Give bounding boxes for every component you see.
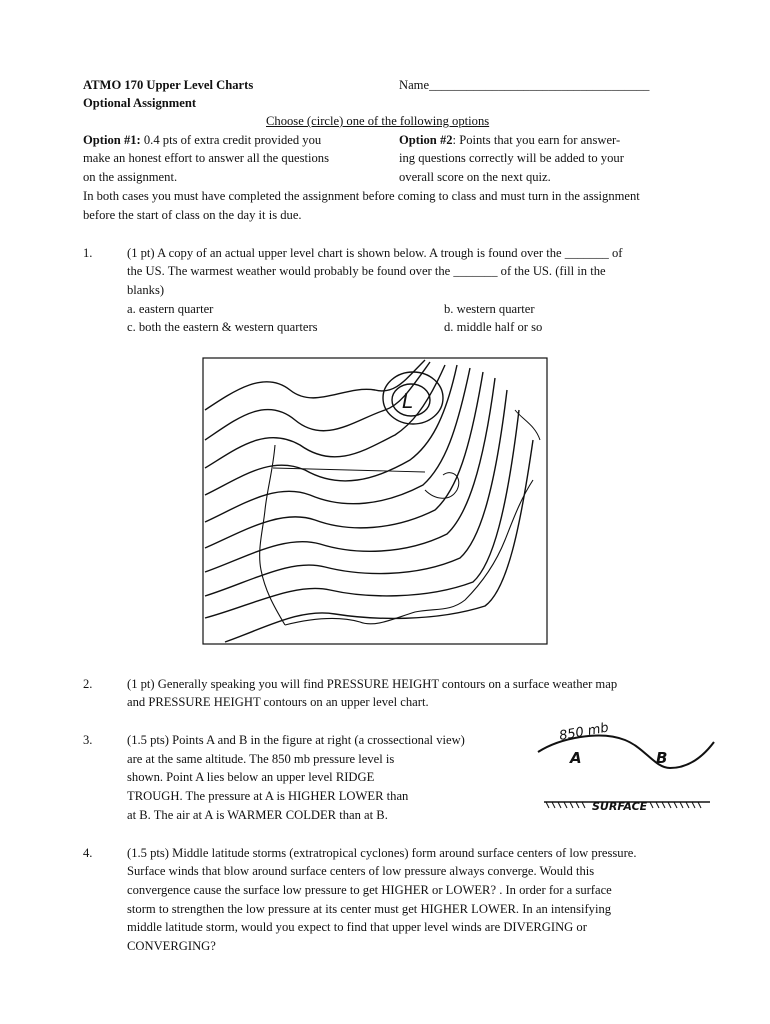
q3-line-5: at B. The air at A is WARMER COLDER than at B.: [127, 808, 388, 822]
option-1: [83, 131, 321, 150]
map-low-label: L: [402, 389, 414, 413]
q3-line-4: TROUGH. The pressure at A is HIGHER LOWER than: [127, 789, 409, 803]
q1-choice-c[interactable]: c. both the eastern & western quarters: [127, 320, 318, 334]
option-2-label: Option #2: [399, 133, 453, 147]
q2-number: 2.: [83, 677, 93, 691]
fig-point-b: B: [656, 749, 668, 767]
fig-surface-label: SURFACE: [592, 800, 648, 813]
q2-line-2: and PRESSURE HEIGHT contours on an upper level chart.: [127, 695, 429, 709]
option-1-label: Option #1:: [83, 133, 141, 147]
assignment-title: ATMO 170 Upper Level Charts: [83, 78, 254, 92]
both-cases-line-1: In both cases you must have completed the assignment before coming to class and must turn in the assignment: [83, 189, 640, 203]
option-2-line-2: ing questions correctly will be added to your: [399, 151, 624, 165]
upper-level-chart-map: [195, 350, 555, 650]
q4-line-6: CONVERGING?: [127, 939, 216, 953]
q1-line-2: the US. The warmest weather would probably be found over the _______ of the US. (fill in the: [127, 264, 606, 278]
fig-point-a: A: [570, 749, 582, 767]
q1-number: 1.: [83, 246, 93, 260]
option-2-line-1: : Points that you earn for answer-: [452, 133, 621, 147]
option-2-line-3: overall score on the next quiz.: [399, 170, 551, 184]
choose-instruction: Choose (circle) one of the following options: [266, 114, 490, 128]
q3-line-2: are at the same altitude. The 850 mb pressure level is: [127, 752, 395, 766]
q1-line-3: blanks): [127, 283, 165, 297]
q4-line-4: storm to strengthen the low pressure at its center must get HIGHER LOWER. In an intensifying: [127, 902, 612, 916]
option-2: [399, 131, 620, 150]
name-label: Name: [399, 78, 430, 92]
both-cases-line-2: before the start of class on the day it is due.: [83, 208, 302, 222]
option-1-line-2: make an honest effort to answer all the questions: [83, 151, 329, 165]
q1-choice-d[interactable]: d. middle half or so: [444, 320, 543, 334]
q1-choice-b[interactable]: b. western quarter: [444, 302, 535, 316]
q4-line-2: Surface winds that blow around surface centers of low pressure always converge. Would this: [127, 864, 595, 878]
q3-number: 3.: [83, 733, 93, 747]
q1-line-1: (1 pt) A copy of an actual upper level chart is shown below. A trough is found over the _______ of: [127, 246, 623, 260]
option-1-line-3: on the assignment.: [83, 170, 178, 184]
crossection-figure: [530, 718, 720, 823]
option-1-line-1: 0.4 pts of extra credit provided you: [140, 133, 322, 147]
q4-line-1: (1.5 pts) Middle latitude storms (extratropical cyclones) form around surface centers of low pressure.: [127, 846, 637, 860]
q4-line-3: convergence cause the surface low pressure to get HIGHER or LOWER? . In order for a surface: [127, 883, 612, 897]
q4-line-5: middle latitude storm, would you expect to find that upper level winds are DIVERGING or: [127, 920, 587, 934]
q4-number: 4.: [83, 846, 93, 860]
fig-850mb-label: 850 mb: [558, 720, 610, 744]
name-blank: ___________________________________: [429, 78, 650, 92]
q1-choice-a[interactable]: a. eastern quarter: [127, 302, 214, 316]
q3-line-1: (1.5 pts) Points A and B in the figure at right (a crossectional view): [127, 733, 465, 747]
assignment-subtitle: Optional Assignment: [83, 96, 197, 110]
name-field[interactable]: [399, 76, 649, 95]
q2-line-1: (1 pt) Generally speaking you will find PRESSURE HEIGHT contours on a surface weather map: [127, 677, 618, 691]
q3-line-3: shown. Point A lies below an upper level RIDGE: [127, 770, 375, 784]
